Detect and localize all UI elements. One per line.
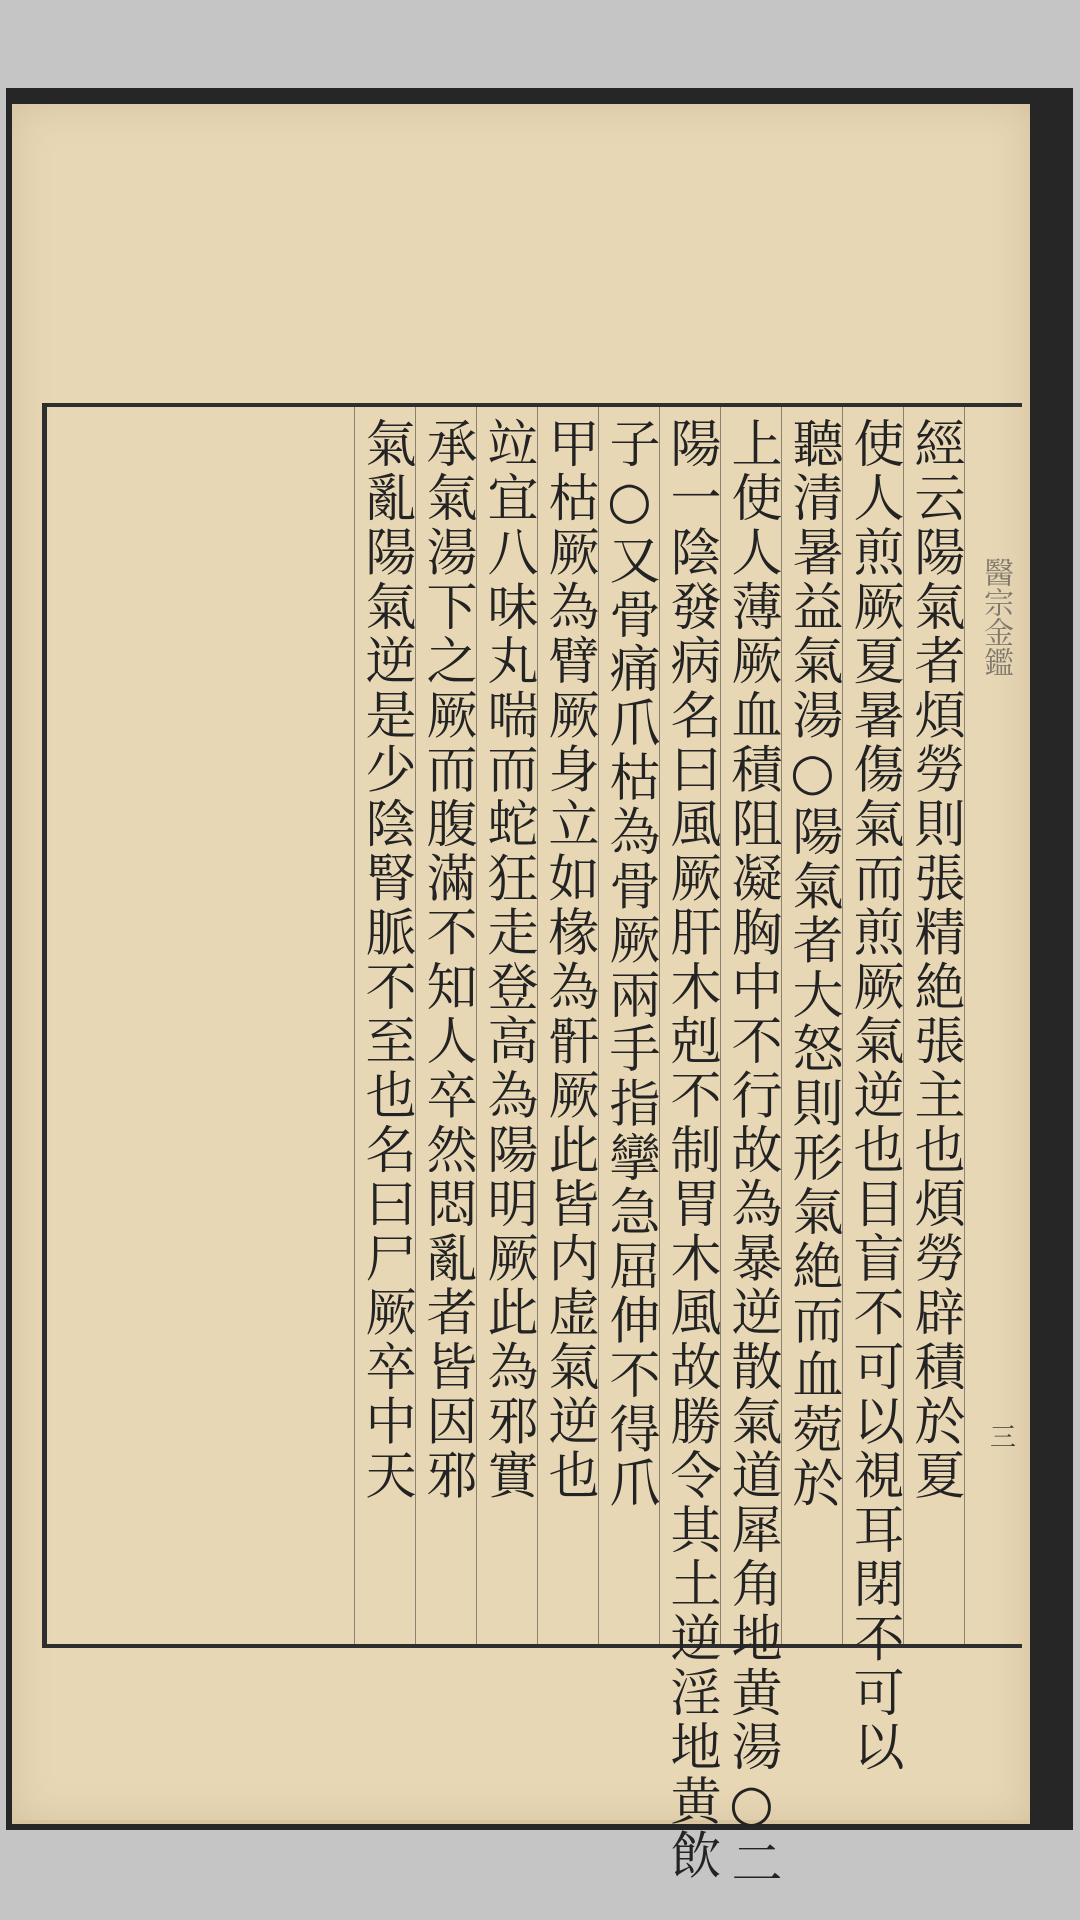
- text-column-2: [842, 407, 903, 1775]
- text-column-10: [354, 407, 415, 1644]
- text-columns: [47, 407, 1022, 1892]
- page-edge: [12, 1820, 1030, 1824]
- text-column-8: [476, 407, 537, 1644]
- folio-number: 三: [989, 1423, 1016, 1453]
- column-text: 氣亂陽氣逆是少陰腎脈不至也名曰尸厥卒中天: [356, 417, 415, 1503]
- column-text: 陽一陰發病名曰風厥肝木剋不制胃木風故勝令其土逆淫地黄飲: [661, 417, 720, 1884]
- text-column-3: [781, 407, 842, 1644]
- text-column-1: [903, 407, 964, 1644]
- text-column-7: [537, 407, 598, 1644]
- column-text: 承氣湯下之厥而腹滿不知人卒然悶亂者皆因邪: [417, 417, 476, 1503]
- text-column-4: [720, 407, 781, 1892]
- column-text: 經云陽氣者煩勞則張精絶張主也煩勞辟積於夏: [905, 417, 964, 1503]
- column-text: 竝宜八味丸喘而蛇狂走登高為陽明厥此為邪實: [478, 417, 537, 1503]
- column-text: 甲枯厥為臂厥身立如椽為骭厥此皆内虚氣逆也: [539, 417, 598, 1503]
- column-text: 使人煎厥夏暑傷氣而煎厥氣逆也目盲不可以視耳閉不可以: [844, 417, 903, 1775]
- text-column-9: [415, 407, 476, 1644]
- column-text: 上使人薄厥血積阻凝胸中不行故為暴逆散氣道犀角地黄湯○二: [722, 417, 781, 1892]
- text-frame: [42, 403, 1022, 1892]
- margin-label: 醫宗金鑑: [978, 557, 1013, 677]
- column-text: 子○又骨痛爪枯為骨厥兩手指攣急屈伸不得爪: [600, 417, 659, 1511]
- column-text: 聽清暑益氣湯○陽氣者大怒則形氣絶而血菀於: [783, 417, 842, 1511]
- margin-column: [964, 407, 1022, 1644]
- text-column-6: [598, 407, 659, 1644]
- text-column-5: [659, 407, 720, 1884]
